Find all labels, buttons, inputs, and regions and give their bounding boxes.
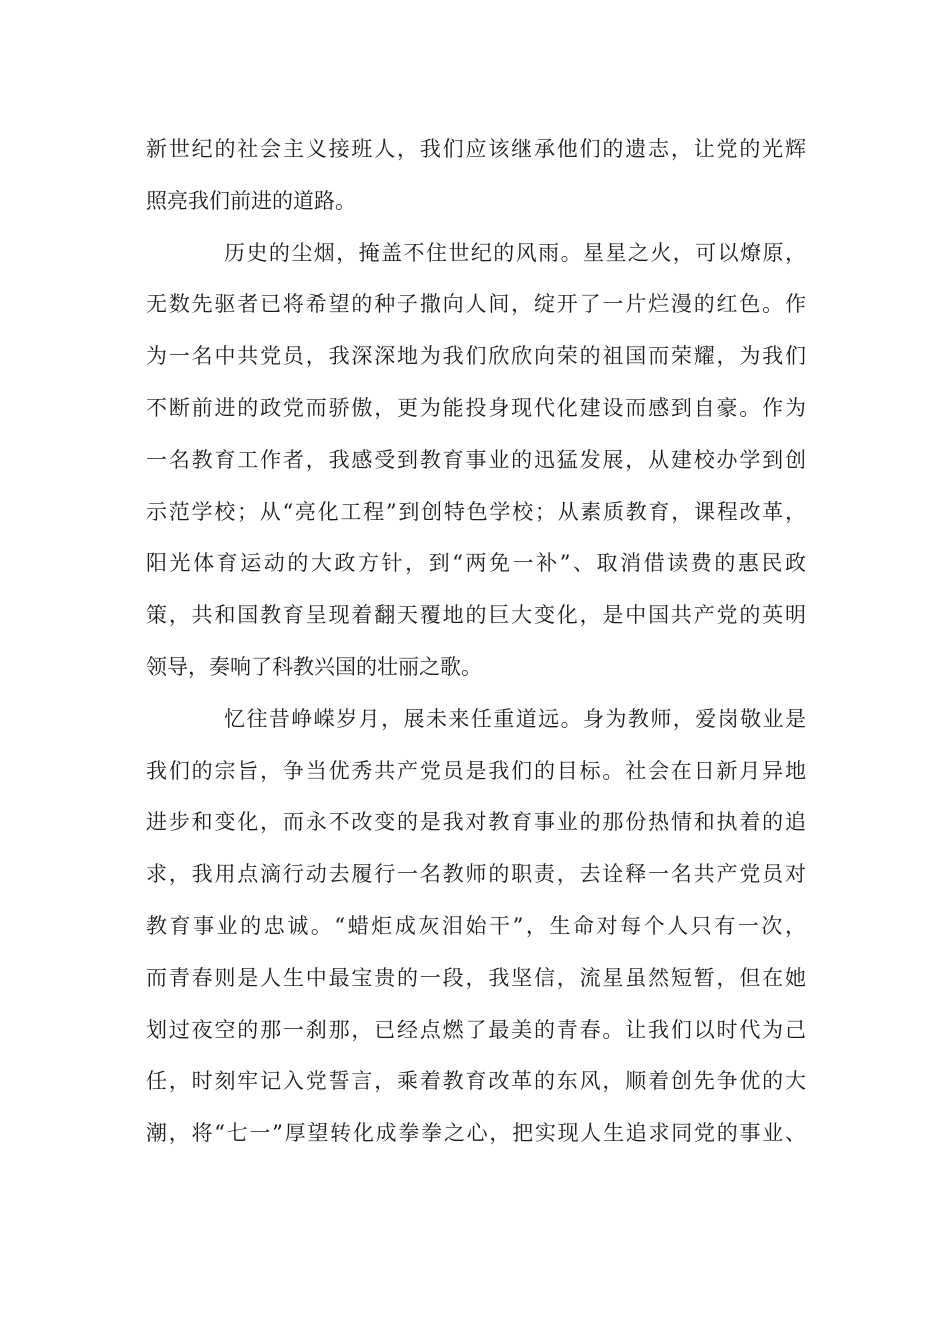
text-line: 策，共和国教育呈现着翻天覆地的巨大变化，是中国共产党的英明	[146, 603, 806, 628]
text-line: 求，我用点滴行动去履行一名教师的职责，去诠释一名共产党员对	[146, 862, 806, 887]
text-line: 照亮我们前进的道路。	[146, 188, 356, 213]
text-line: 忆往昔峥嵘岁月，展未来任重道远。身为教师，爱岗敬业是	[224, 706, 806, 731]
text-line: 阳光体育运动的大政方针，到“两免一补”、取消借读费的惠民政	[146, 551, 806, 576]
text-line: 领导，奏响了科教兴国的壮丽之歌。	[146, 654, 482, 679]
text-line: 无数先驱者已将希望的种子撒向人间，绽开了一片烂漫的红色。作	[146, 292, 806, 317]
text-line: 新世纪的社会主义接班人，我们应该继承他们的遗志，让党的光辉	[146, 137, 806, 161]
text-line: 我们的宗旨，争当优秀共产党员是我们的目标。社会在日新月异地	[146, 758, 806, 783]
text-line: 潮，将“七一”厚望转化成拳拳之心，把实现人生追求同党的事业、	[146, 1121, 806, 1146]
text-line: 为一名中共党员，我深深地为我们欣欣向荣的祖国而荣耀，为我们	[146, 344, 806, 369]
text-line: 进步和变化，而永不改变的是我对教育事业的那份热情和执着的追	[146, 810, 806, 835]
document-body	[146, 124, 806, 1160]
text-line: 历史的尘烟，掩盖不住世纪的风雨。星星之火，可以燎原，	[224, 240, 806, 265]
text-line: 一名教育工作者，我感受到教育事业的迅猛发展，从建校办学到创	[146, 447, 806, 472]
text-line: 划过夜空的那一刹那，已经点燃了最美的青春。让我们以时代为己	[146, 1017, 806, 1042]
text-line: 任，时刻牢记入党誓言，乘着教育改革的东风，顺着创先争优的大	[146, 1069, 806, 1094]
text-line: 不断前进的政党而骄傲，更为能投身现代化建设而感到自豪。作为	[146, 395, 806, 420]
text-line: 而青春则是人生中最宝贵的一段，我坚信，流星虽然短暂，但在她	[146, 965, 806, 990]
text-line: 示范学校；从“亮化工程”到创特色学校；从素质教育，课程改革，	[146, 499, 806, 524]
text-line: 教育事业的忠诚。“蜡炬成灰泪始干”，生命对每个人只有一次，	[146, 913, 806, 938]
